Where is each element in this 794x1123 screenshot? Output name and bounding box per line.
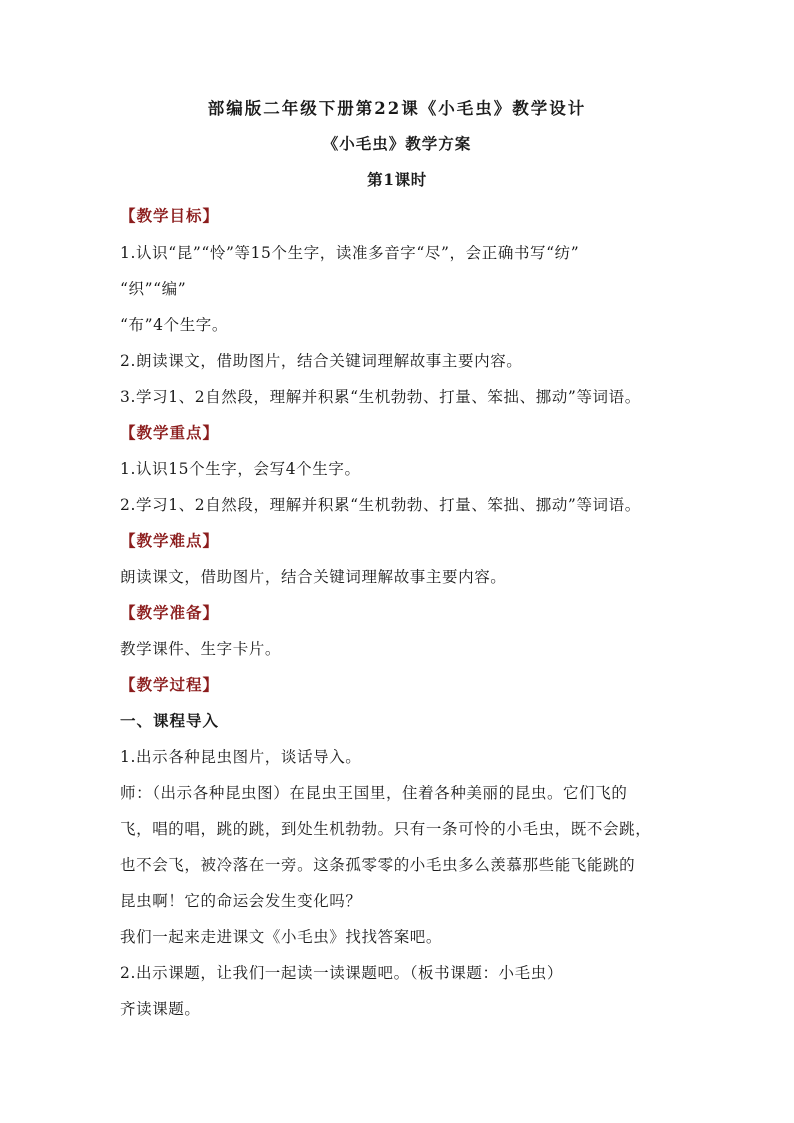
teacher-line-4: 昆虫啊！它的命运会发生变化吗？ (120, 892, 362, 910)
difficulty-heading: 【教学难点】 (120, 531, 220, 550)
teacher-line-3: 也不会飞，被冷落在一旁。这条孤零零的小毛虫多么羡慕那些能飞能跳的 (120, 856, 636, 874)
teacher-line-1: 师：（出示各种昆虫图）在昆虫王国里，住着各种美丽的昆虫。它们飞的 (120, 784, 628, 802)
preparation-text: 教学课件、生字卡片。 (120, 640, 282, 658)
teacher-line-5: 我们一起来走进课文《小毛虫》找找答案吧。 (120, 928, 443, 946)
lesson-label: 第1课时 (367, 170, 427, 189)
key-point-item-2: 2.学习1、2自然段，理解并积累“生机勃勃、打量、笨拙、挪动”等词语。 (120, 496, 641, 514)
difficulty-text: 朗读课文，借助图片，结合关键词理解故事主要内容。 (120, 568, 507, 586)
process-part-1-title: 一、课程导入 (120, 711, 220, 730)
process-step-2: 2.出示课题，让我们一起读一读课题吧。（板书课题：小毛虫） (120, 964, 563, 982)
process-step-1: 1.出示各种昆虫图片，谈话导入。 (120, 748, 362, 766)
goal-item-2: 2.朗读课文，借助图片，结合关键词理解故事主要内容。 (120, 352, 523, 370)
key-points-heading: 【教学重点】 (120, 423, 220, 442)
process-heading: 【教学过程】 (120, 675, 220, 694)
goal-item-3: 3.学习1、2自然段，理解并积累“生机勃勃、打量、笨拙、挪动”等词语。 (120, 388, 641, 406)
goal-item-1-line-3: “布”4个生字。 (120, 316, 229, 334)
key-point-item-1: 1.认识15个生字，会写4个生字。 (120, 460, 361, 478)
goals-heading: 【教学目标】 (120, 206, 220, 225)
goal-item-1-line-1: 1.认识“昆”“怜”等15个生字，读准多音字“尽”，会正确书写“纺” (120, 244, 580, 262)
document-title: 部编版二年级下册第22课《小毛虫》教学设计 (207, 99, 587, 118)
process-step-2-follow: 齐读课题。 (120, 1000, 201, 1018)
teacher-line-2: 飞，唱的唱，跳的跳，到处生机勃勃。只有一条可怜的小毛虫，既不会跳， (120, 820, 652, 838)
goal-item-1-line-2: “织”“编” (120, 280, 187, 298)
preparation-heading: 【教学准备】 (120, 603, 220, 622)
document-subtitle: 《小毛虫》教学方案 (322, 134, 472, 153)
